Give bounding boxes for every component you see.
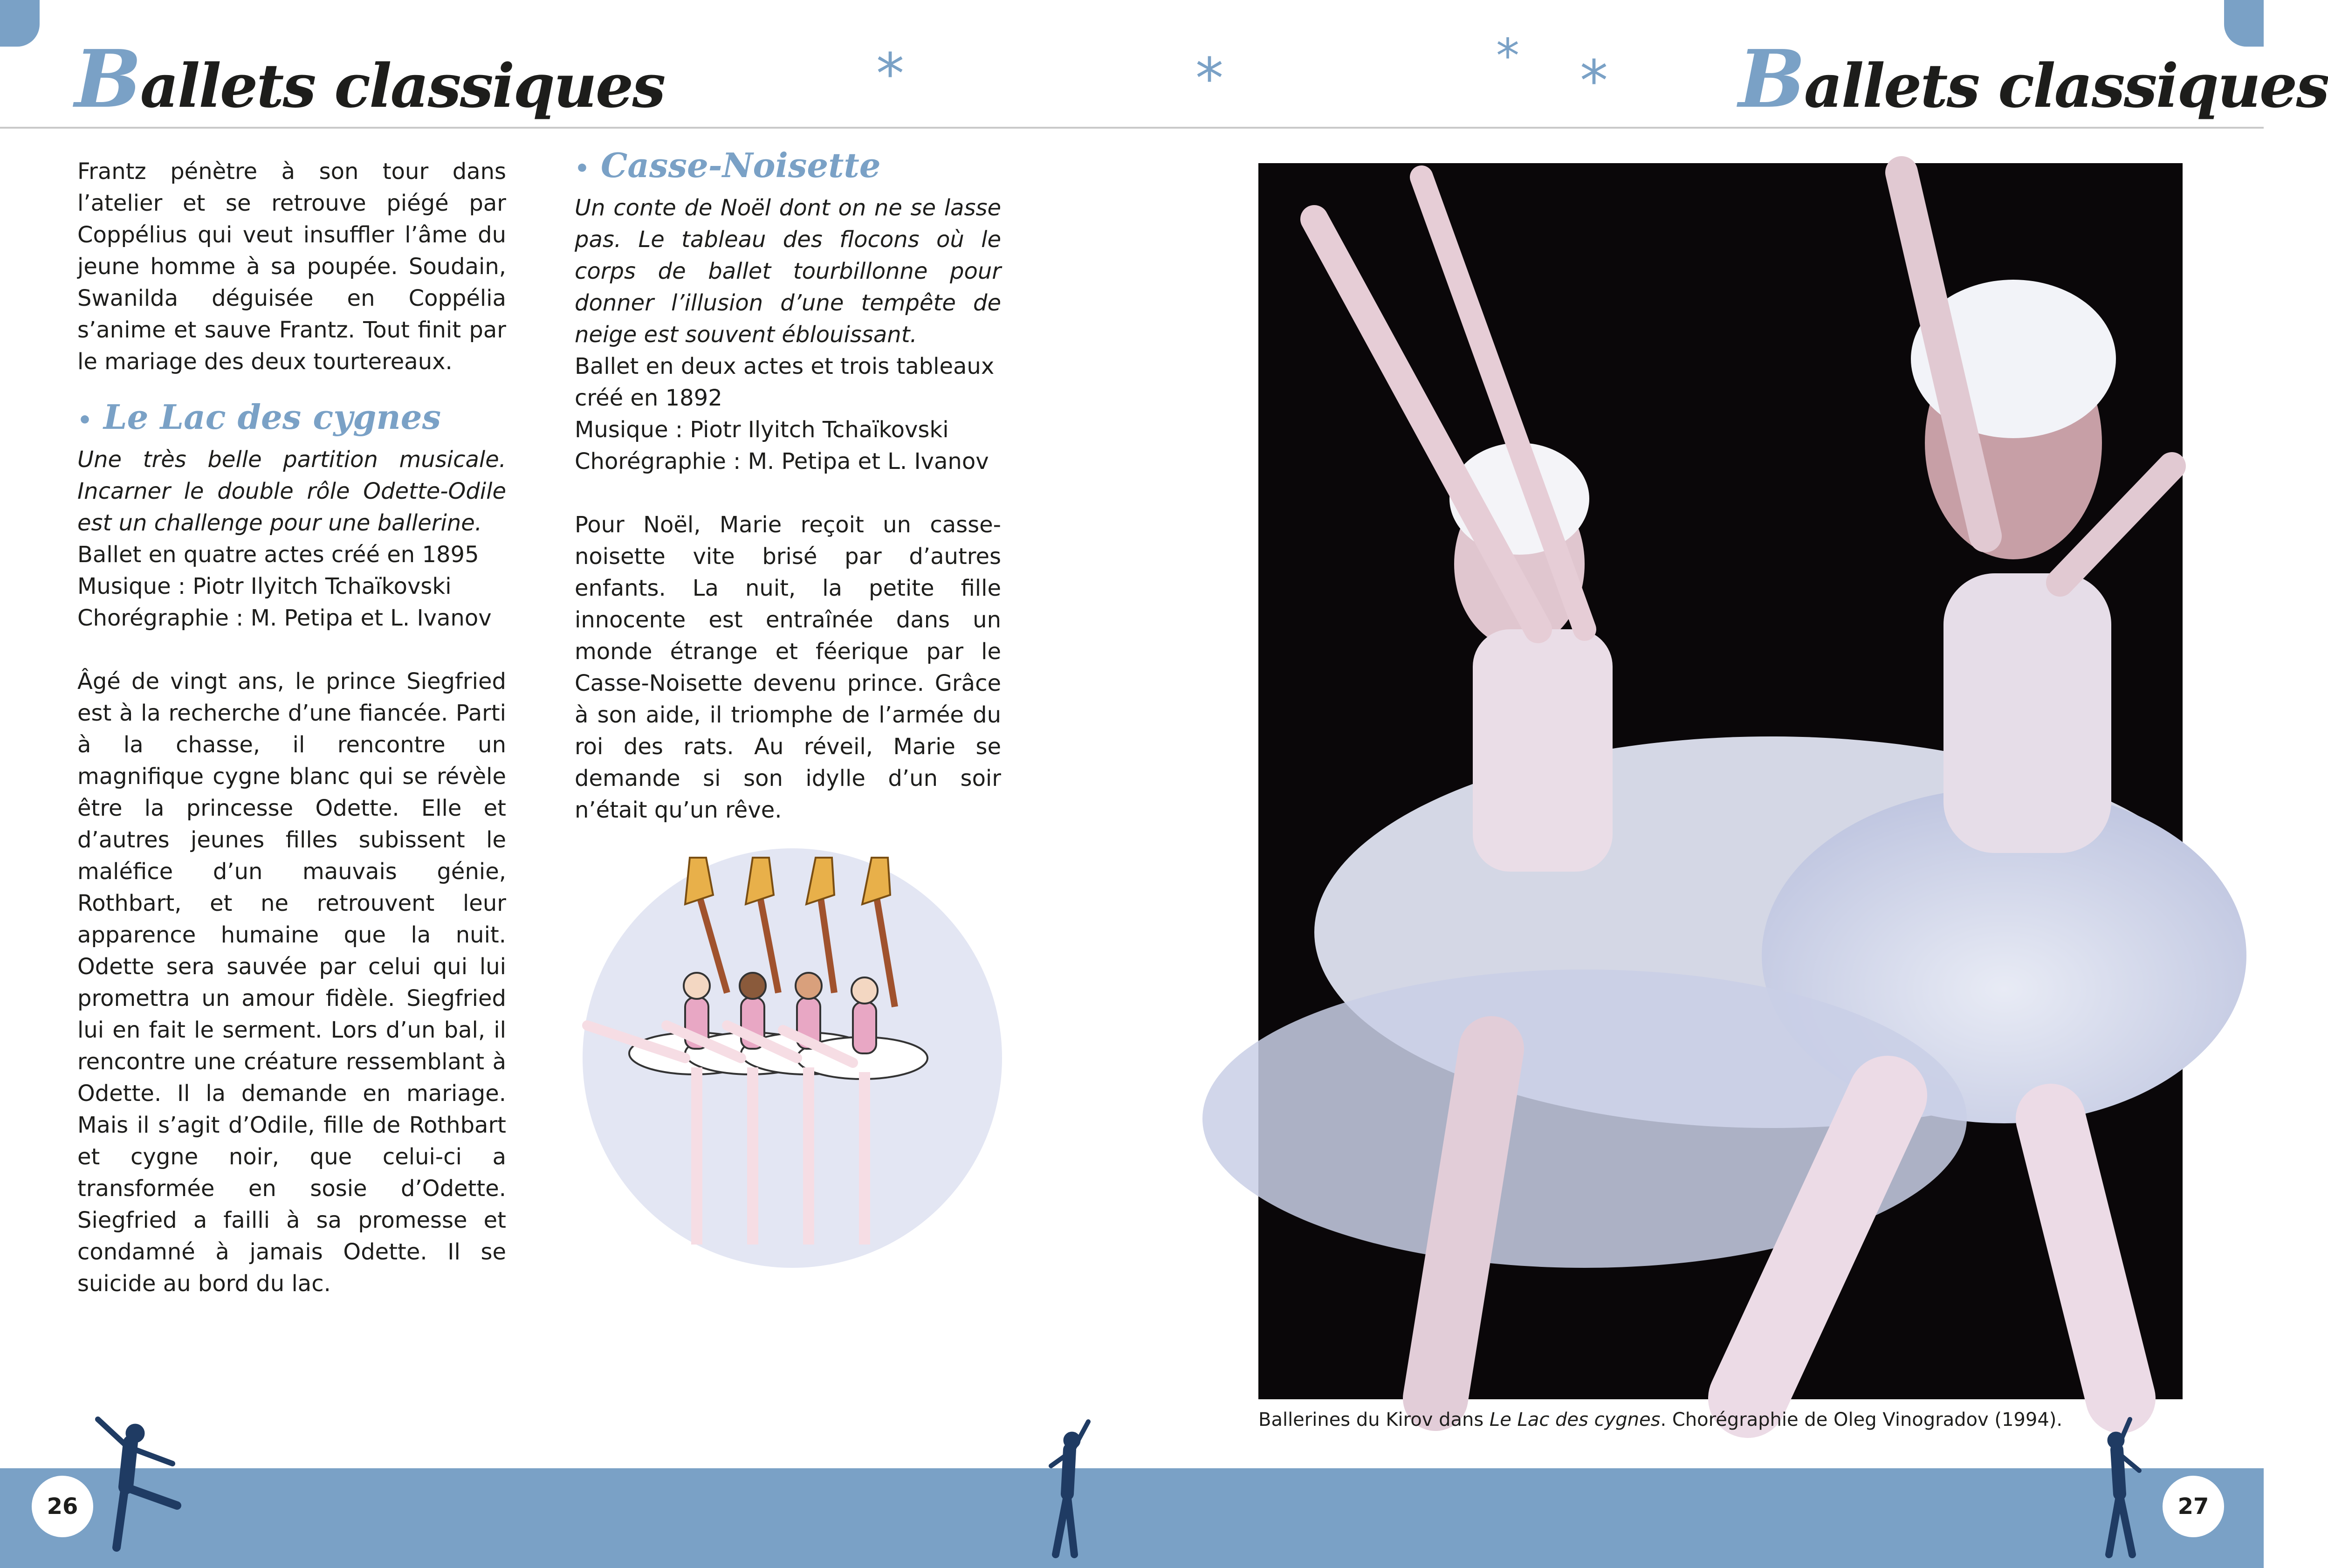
snowflake-star-icon: *: [1195, 47, 1223, 111]
header-title-left: [75, 33, 664, 126]
snowflake-star-icon: *: [876, 42, 904, 107]
page-number-right: 27: [2163, 1476, 2224, 1537]
dancer-silhouette-icon: [1032, 1415, 1102, 1559]
snowflake-star-icon: *: [1580, 49, 1608, 114]
title-text: allets classiques: [140, 51, 665, 121]
corner-tab-left: [0, 0, 40, 47]
dancers-with-brooms-illustration: [573, 839, 1011, 1277]
ballet-photo: [1258, 163, 2183, 1399]
page-number-left: 26: [32, 1476, 93, 1537]
dancer-silhouette-icon: [2083, 1415, 2153, 1559]
swan-lake-spec-music: Musique : Piotr Ilyitch Tchaïkovski: [77, 573, 452, 599]
nutcracker-intro: Un conte de Noël dont on ne se lasse pas. Le tableau des flocons où le corps de ballet tourbillonne pour donner l’illusion d’une tempête de neige est souvent éblouissant.: [575, 195, 1001, 348]
nutcracker-spec-acts: Ballet en deux actes et trois tableaux créé en 1892: [575, 353, 995, 411]
coppelia-ending-paragraph: Frantz pénètre à son tour dans l’atelier et se retrouve piégé par Coppélius qui veut insuffler l’âme du jeune homme à sa poupée. Soudain, Swanilda déguisée en Coppélia s’anime et sauve Frantz. Tout finit par le mariage des deux tourtereaux.: [77, 158, 506, 375]
photo-caption: Ballerines du Kirov dans Le Lac des cygnes. Chorégraphie de Oleg Vinogradov (1994).: [1258, 1409, 2063, 1430]
swan-lake-spec-acts: Ballet en quatre actes créé en 1895: [77, 542, 479, 568]
dancer-silhouette-icon: [84, 1412, 196, 1552]
footer-band: [0, 1468, 2264, 1568]
middle-text-column: [575, 144, 1001, 826]
nutcracker-spec-music: Musique : Piotr Ilyitch Tchaïkovski: [575, 417, 949, 443]
section-heading-swan-lake: • Le Lac des cygnes: [77, 397, 441, 437]
title-initial: B: [1738, 33, 1804, 126]
swan-lake-intro: Une très belle partition musicale. Incarner le double rôle Odette-Odile est un challenge pour une ballerine.: [77, 447, 506, 536]
nutcracker-spec-choreography: Chorégraphie : M. Petipa et L. Ivanov: [575, 448, 989, 475]
section-heading-nutcracker: • Casse-Noisette: [575, 145, 881, 185]
snowflake-star-icon: *: [1496, 28, 1519, 83]
title-initial: B: [75, 33, 140, 126]
left-text-column: [77, 156, 506, 1300]
swan-lake-story: Âgé de vingt ans, le prince Siegfried est à la recherche d’une fiancée. Parti à la chasse, il rencontre un magnifique cygne blanc qui se révèle être la princesse Odette. Elle et d’autres jeunes filles subissent le maléfice d’un mauvais génie, Rothbart, et ne retrouvent leur apparence humaine que la nuit. Odette sera sauvée par celui qui lui promettra un amour fidèle. Siegfried lui en fait le serment. Lors d’un bal, il rencontre une créature ressemblant à Odette. Il la demande en mariage. Mais il s’agit d’Odile, fille de Rothbart et cygne noir, que celui-ci a transformée en sosie d’Odette. Siegfried a failli à sa promesse et condamné à jamais Odette. Il se suicide au bord du lac.: [77, 668, 506, 1297]
nutcracker-story: Pour Noël, Marie reçoit un casse-noisette vite brisé par d’autres enfants. La nuit, la petite fille innocente est entraînée dans un monde étrange et féerique par le Casse-Noisette devenu prince. Grâce à son aide, il triomphe de l’armée du roi des rats. Au réveil, Marie se demande si son idylle d’un soir n’était qu’un rêve.: [575, 512, 1001, 823]
title-text: allets classiques: [1804, 51, 2328, 121]
header-title-right: [1738, 33, 2328, 126]
header-divider: [0, 127, 2264, 129]
swan-lake-spec-choreography: Chorégraphie : M. Petipa et L. Ivanov: [77, 605, 492, 631]
